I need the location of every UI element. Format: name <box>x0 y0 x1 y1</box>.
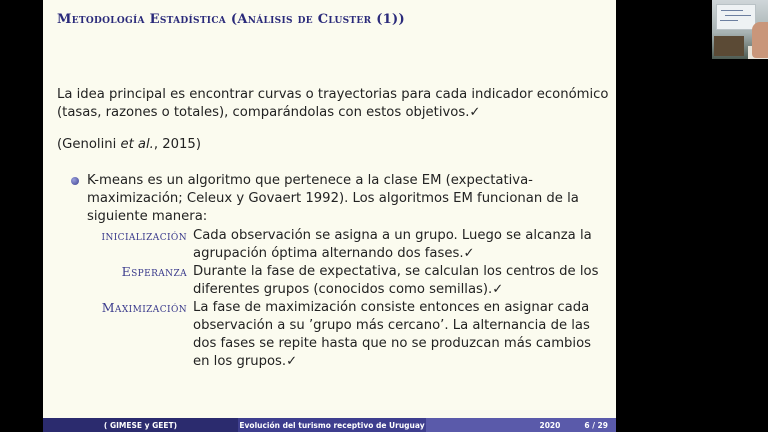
slide <box>43 0 616 432</box>
reference-et-al: et al. <box>120 137 154 152</box>
slide-footer <box>43 418 616 432</box>
definition-term: inicialización <box>101 228 187 243</box>
footer-year: 2020 <box>539 420 561 430</box>
left-letterbox <box>0 0 43 432</box>
definition-description: Durante la fase de expectativa, se calculan los centros de los diferentes grupos (conocidos como semillas).✓ <box>193 264 599 297</box>
definition-description: Cada observación se asigna a un grupo. Luego se alcanza la agrupación óptima alternando dos fases.✓ <box>193 228 592 261</box>
bullet-content <box>87 172 609 371</box>
presenter-image <box>752 22 768 58</box>
definition-row-inicializacion <box>87 227 609 263</box>
footer-page-number: 6 / 29 <box>584 420 608 430</box>
footer-meta <box>426 418 616 432</box>
definition-term: Maximización <box>101 300 187 315</box>
reference-author: (Genolini <box>57 137 121 152</box>
intro-paragraph: La idea principal es encontrar curvas o trayectorias para cada indicador económico (tasas, razones o totales), comparándolas con estos objetivos.✓ <box>57 87 609 120</box>
footer-authors: ( GIMESE y GEET) <box>43 418 238 432</box>
whiteboard-image <box>716 4 756 30</box>
bullet-item <box>71 172 609 371</box>
slide-title: Metodología Estadística (Análisis de Cluster (1)) <box>57 12 405 27</box>
definition-row-esperanza <box>87 263 609 299</box>
definition-term: Esperanza <box>121 264 187 279</box>
bullet-icon <box>71 177 79 185</box>
bookshelf-image <box>714 36 744 56</box>
reference-year: , 2015) <box>153 137 201 152</box>
slide-body <box>57 86 609 371</box>
reference-citation <box>57 136 609 154</box>
webcam-thumbnail <box>712 0 768 59</box>
definition-description: La fase de maximización consiste entonces en asignar cada observación a su ’grupo más cercano’. La alternancia de las dos fases se repite hasta que no se produzcan más cambios en los grupos.✓ <box>193 300 592 369</box>
definition-list <box>87 227 609 371</box>
bullet-text: K-means es un algoritmo que pertenece a la clase EM (expectativa-maximización; Celeux y Govaert 1992). Los algoritmos EM funcionan de la siguiente manera: <box>87 173 579 224</box>
footer-presentation-title: Evolución del turismo receptivo de Uruguay <box>238 418 426 432</box>
definition-row-maximizacion <box>87 299 609 371</box>
